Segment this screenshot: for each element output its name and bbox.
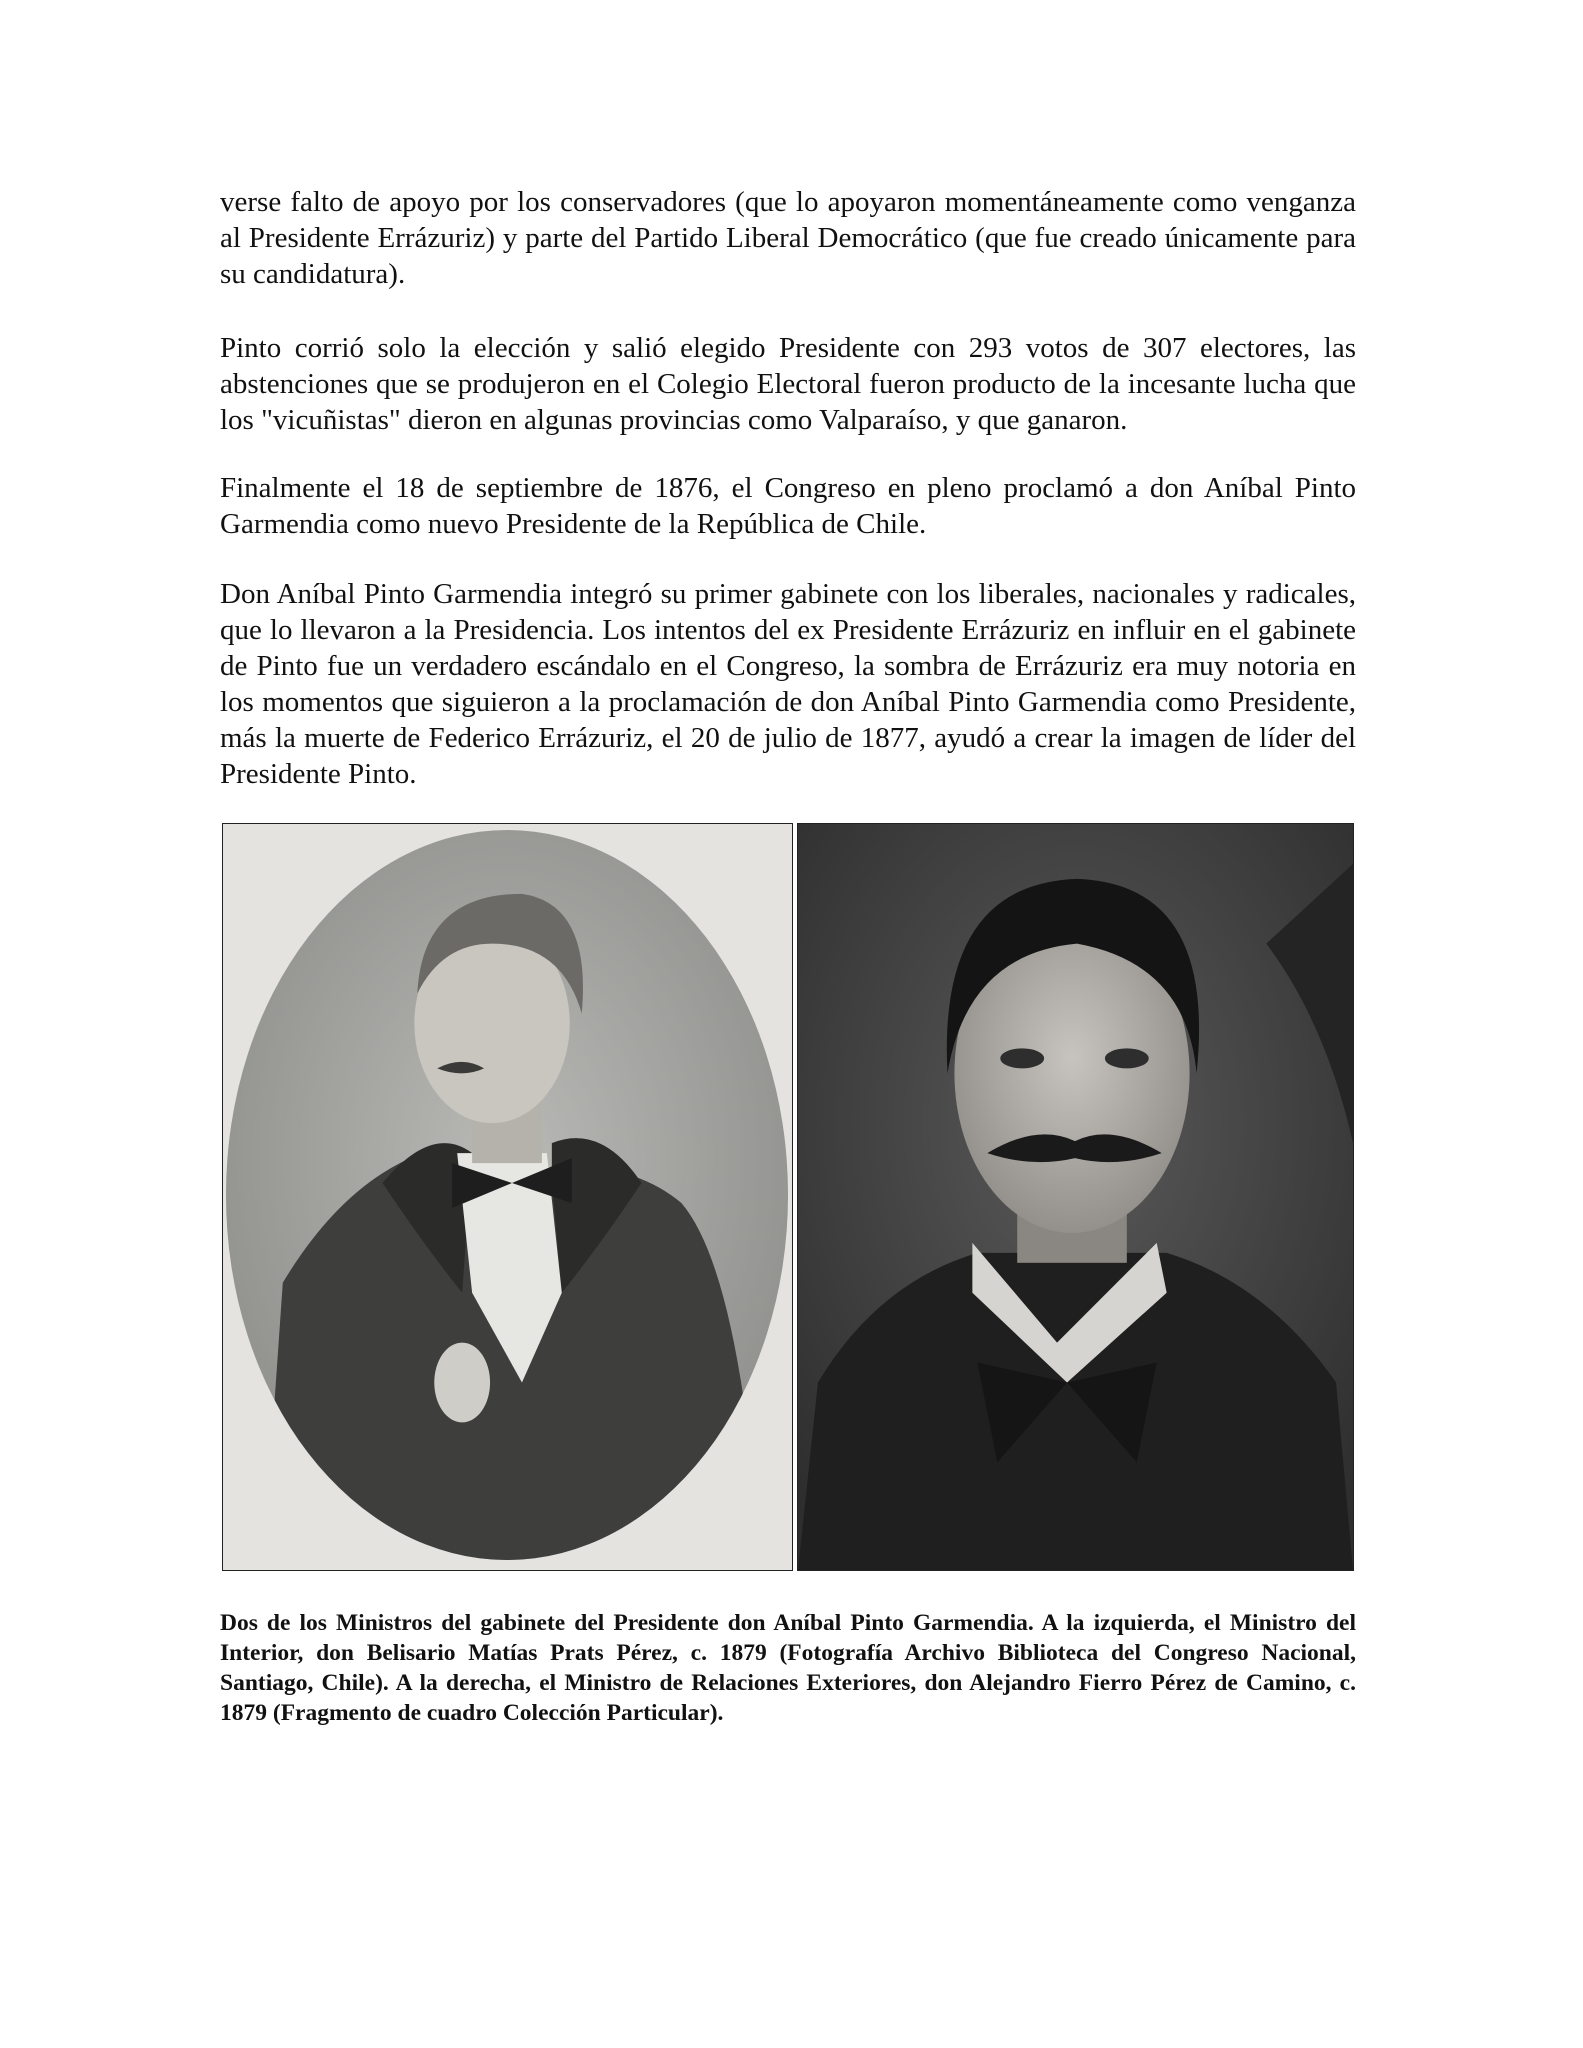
paragraph-2: Pinto corrió solo la elección y salió elegido Presidente con 293 votos de 307 electores, las abstenciones que se produjeron en el Colegio Electoral fueron producto de la incesante lucha que los "vicuñistas" dieron en algunas provincias como Valparaíso, y que ganaron. — [220, 332, 1356, 436]
paragraph-3: Finalmente el 18 de septiembre de 1876, el Congreso en pleno proclamó a don Aníbal Pinto Garmendia como nuevo Presidente de la República de Chile. — [220, 472, 1356, 540]
paragraph-1: verse falto de apoyo por los conservadores (que lo apoyaron momentáneamente como venganza al Presidente Errázuriz) y parte del Partido Liberal Democrático (que fue creado únicamente para su candidatura). — [220, 186, 1356, 290]
portrait-fierro-image — [798, 824, 1353, 1570]
portrait-fierro-painting — [797, 823, 1354, 1571]
portrait-prats-photo — [222, 823, 793, 1571]
figure-caption: Dos de los Ministros del gabinete del Presidente don Aníbal Pinto Garmendia. A la izquierda, el Ministro del Interior, don Belisario Matías Prats Pérez, c. 1879 (Fotografía Archivo Biblioteca del Congreso Nacional, Santiago, Chile). A la derecha, el Ministro de Relaciones Exteriores, don Alejandro Fierro Pérez de Camino, c. 1879 (Fragmento de cuadro Colección Particular). — [220, 1610, 1356, 1726]
portrait-prats-image — [223, 824, 792, 1570]
paragraph-4: Don Aníbal Pinto Garmendia integró su primer gabinete con los liberales, nacionales y radicales, que lo llevaron a la Presidencia. Los intentos del ex Presidente Errázuriz en influir en el gabinete de Pinto fue un verdadero escándalo en el Congreso, la sombra de Errázuriz era muy notoria en los momentos que siguieron a la proclamación de don Aníbal Pinto Garmendia como Presidente, más la muerte de Federico Errázuriz, el 20 de julio de 1877, ayudó a crear la imagen de líder del Presidente Pinto. — [220, 578, 1356, 790]
